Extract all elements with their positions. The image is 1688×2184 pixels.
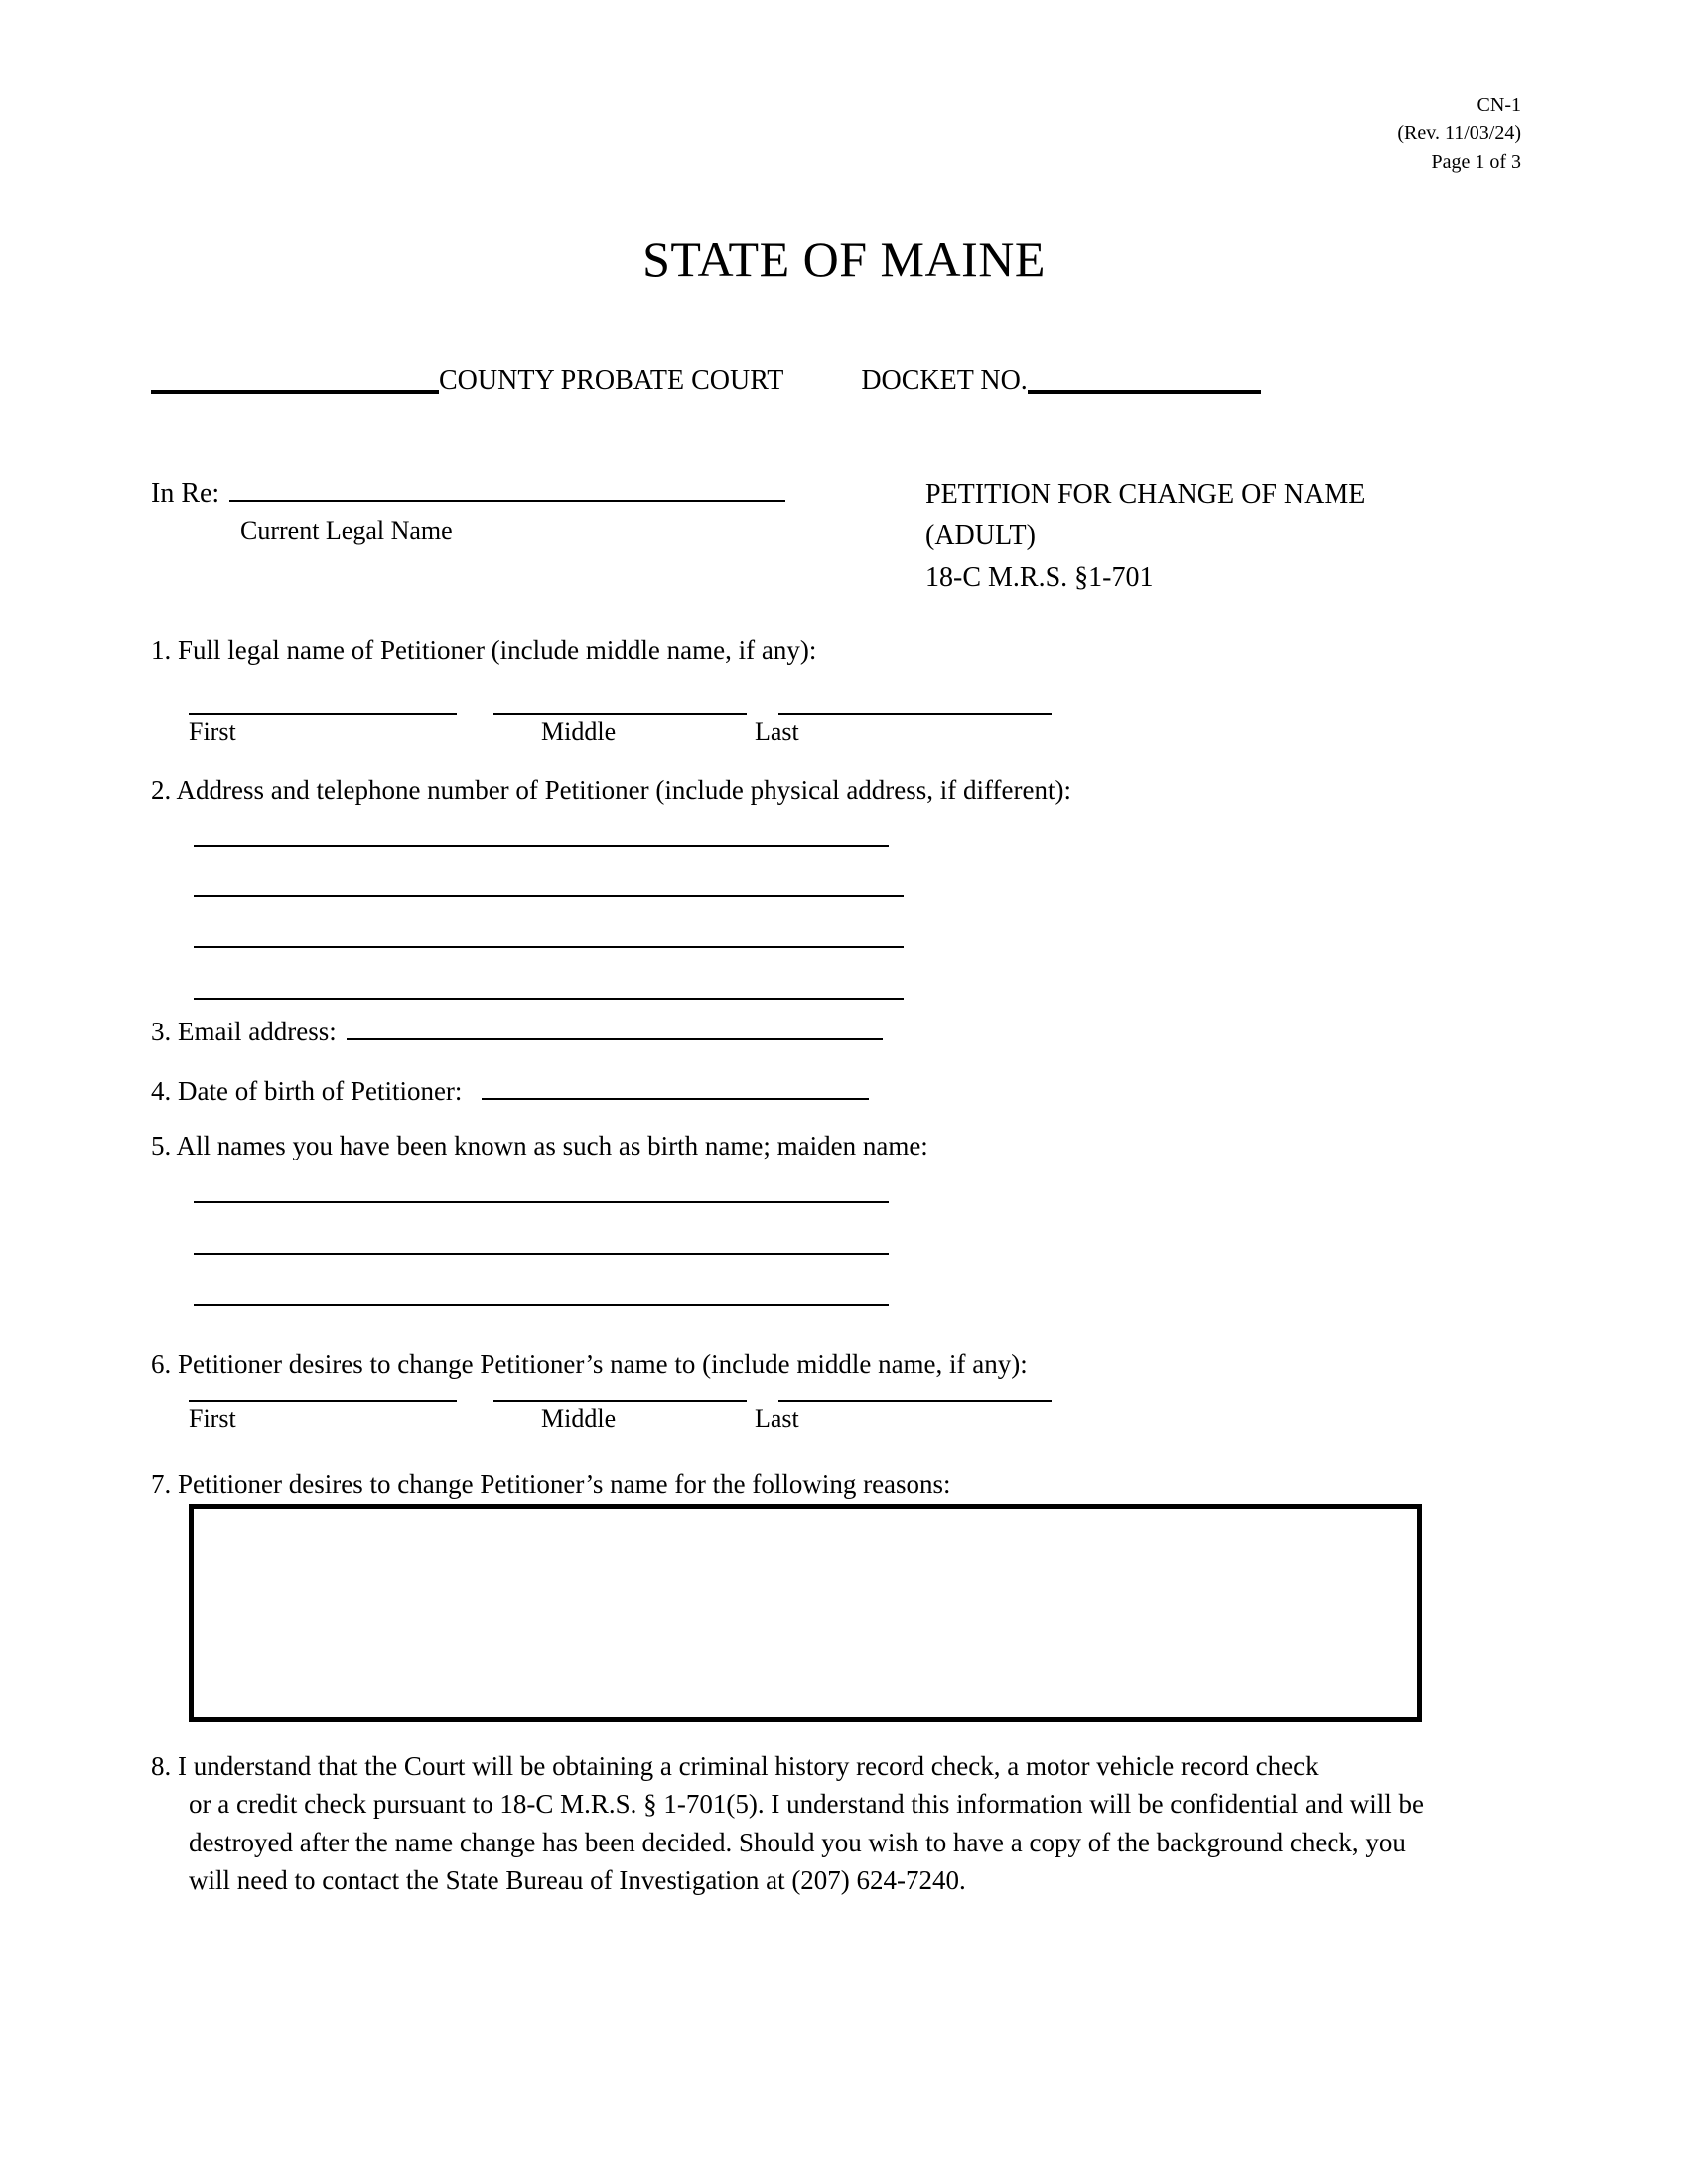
address-line-1[interactable] [194,845,889,847]
email-address-field[interactable] [347,1017,883,1040]
item-6-name-rules [189,1400,1182,1402]
item-1-name-fields [189,713,1182,747]
item-6-name-labels [189,1404,1182,1433]
address-line-3[interactable] [194,946,904,948]
address-line-4[interactable] [194,998,904,1000]
item-6-label: 6. Petitioner desires to change Petitioner’s name to (include middle name, if any): [151,1349,1028,1379]
item-5 [151,1128,1491,1163]
item-8-line-4: will need to contact the State Bureau of Investigation at (207) 624-7240. [189,1864,966,1895]
new-first-name-label: First [189,1404,236,1433]
item-7-label: 7. Petitioner desires to change Petitioner’s name for the following reasons: [151,1469,951,1499]
item-8 [151,1747,1541,1899]
current-legal-name-caption: Current Legal Name [240,516,453,545]
item-4-label: 4. Date of birth of Petitioner: [151,1076,463,1106]
item-8-line-1: 8. I understand that the Court will be obtaining a criminal history record check, a motor vehicle record check [151,1751,1319,1781]
last-name-label: Last [755,717,799,746]
item-5-label: 5. All names you have been known as such as birth name; maiden name: [151,1131,928,1160]
item-2 [151,772,1491,808]
item-3 [151,1014,1442,1049]
reasons-textbox[interactable] [189,1504,1422,1722]
new-first-name-field[interactable] [189,1400,457,1402]
in-re-label: In Re: [151,478,220,509]
county-blank-field[interactable] [151,390,439,394]
item-6 [151,1346,1491,1382]
new-last-name-field[interactable] [778,1400,1052,1402]
other-names-line-2[interactable] [194,1253,889,1255]
new-middle-name-label: Middle [541,1404,617,1433]
caption-block [151,475,1541,593]
item-3-label: 3. Email address: [151,1017,337,1046]
county-probate-court-label: COUNTY PROBATE COURT [439,365,784,396]
last-name-field[interactable] [778,713,1052,715]
item-2-label: 2. Address and telephone number of Petitioner (include physical address, if different): [151,775,1071,805]
petition-title: PETITION FOR CHANGE OF NAME [925,479,1366,510]
item-8-line-2: or a credit check pursuant to 18-C M.R.S. § 1-701(5). I understand this information will be confidential and will be [189,1789,1424,1820]
current-legal-name-field[interactable] [229,475,785,502]
first-name-field[interactable] [189,713,457,715]
page-title: STATE OF MAINE [642,231,1046,287]
other-names-line-1[interactable] [194,1201,889,1203]
new-last-name-label: Last [755,1404,799,1433]
form-header [1397,91,1521,176]
item-1-name-rules [189,713,1182,715]
other-names-line-3[interactable] [194,1304,889,1306]
petition-heading [925,475,1365,598]
item-7 [151,1466,1491,1502]
item-1 [151,632,1442,668]
item-6-name-fields [189,1400,1182,1433]
address-line-2[interactable] [194,895,904,897]
item-1-name-labels [189,717,1182,747]
first-name-label: First [189,717,236,746]
new-middle-name-field[interactable] [493,1400,747,1402]
in-re-left [151,475,846,510]
item-1-label: 1. Full legal name of Petitioner (include middle name, if any): [151,635,817,665]
form-number: CN-1 [1477,94,1521,116]
docket-number-blank-field[interactable] [1028,390,1261,394]
date-of-birth-field[interactable] [482,1076,869,1100]
item-8-line-3: destroyed after the name change has been decided. Should you wish to have a copy of the background check, you [189,1827,1406,1857]
middle-name-label: Middle [541,717,617,746]
form-revision-date: (Rev. 11/03/24) [1397,122,1521,145]
statute-citation: 18-C M.R.S. §1-701 [925,561,1154,593]
petition-subtitle: (ADULT) [925,520,1036,552]
item-4 [151,1073,1442,1109]
court-docket-line [151,365,1541,397]
docket-number-label: DOCKET NO. [861,365,1028,396]
page-number: Page 1 of 3 [1431,150,1521,173]
middle-name-field[interactable] [493,713,747,715]
